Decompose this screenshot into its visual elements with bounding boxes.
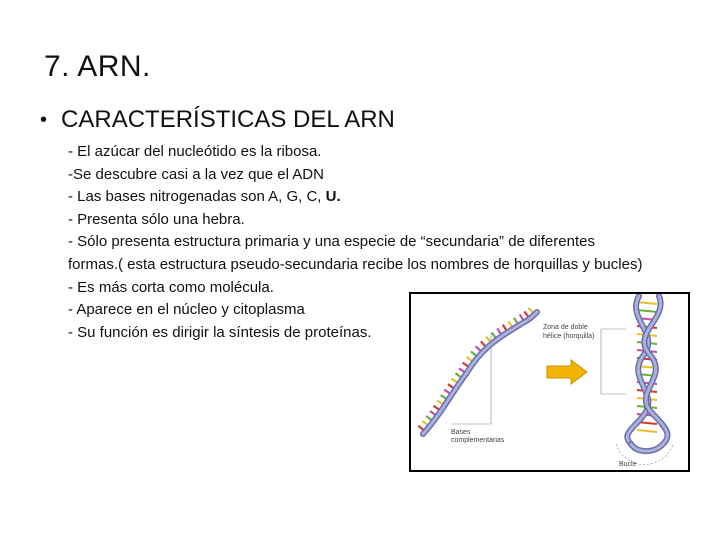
base-pair xyxy=(637,310,657,312)
bold-base-u: U. xyxy=(325,188,341,206)
bases-label-line2: complementarias xyxy=(451,437,505,444)
bullet-icon: • xyxy=(40,108,48,131)
arrow-icon xyxy=(547,360,587,384)
list-item: - Su función es dirigir la síntesis de proteínas. xyxy=(68,323,372,341)
list-item: - Sólo presenta estructura primaria y una especie de “secundaria” de diferentes formas.( esta estructura pseudo-secundaria recibe los nombres de horquillas y bucles) xyxy=(68,233,643,273)
heading-row xyxy=(40,106,395,134)
section-heading: CARACTERÍSTICAS DEL ARN xyxy=(61,106,395,133)
rna-structure-figure xyxy=(409,292,690,472)
helix-label-line2: hélice (horquilla) xyxy=(543,333,595,340)
list-item: - Presenta sólo una hebra. xyxy=(68,210,245,228)
list-item: -Se descubre casi a la vez que el ADN xyxy=(68,165,324,183)
rna-diagram xyxy=(411,294,690,472)
list-item xyxy=(68,186,648,209)
list-item-text: - Las bases nitrogenadas son A, G, C, xyxy=(68,188,326,206)
base-pair xyxy=(637,302,657,304)
loop-label: Bucle xyxy=(619,461,637,468)
list-item: - Aparece en el núcleo y citoplasma xyxy=(68,301,305,319)
base-pair xyxy=(637,430,657,432)
list-item: - Es más corta como molécula. xyxy=(68,278,274,296)
nucleotide-bases xyxy=(418,302,657,432)
bases-label-line1: Bases xyxy=(451,429,471,436)
rna-strand-left xyxy=(423,312,537,434)
slide-title: 7. ARN. xyxy=(44,50,151,83)
helix-label-line1: Zona de doble xyxy=(543,324,588,331)
list-item: - El azúcar del nucleótido es la ribosa. xyxy=(68,143,322,160)
